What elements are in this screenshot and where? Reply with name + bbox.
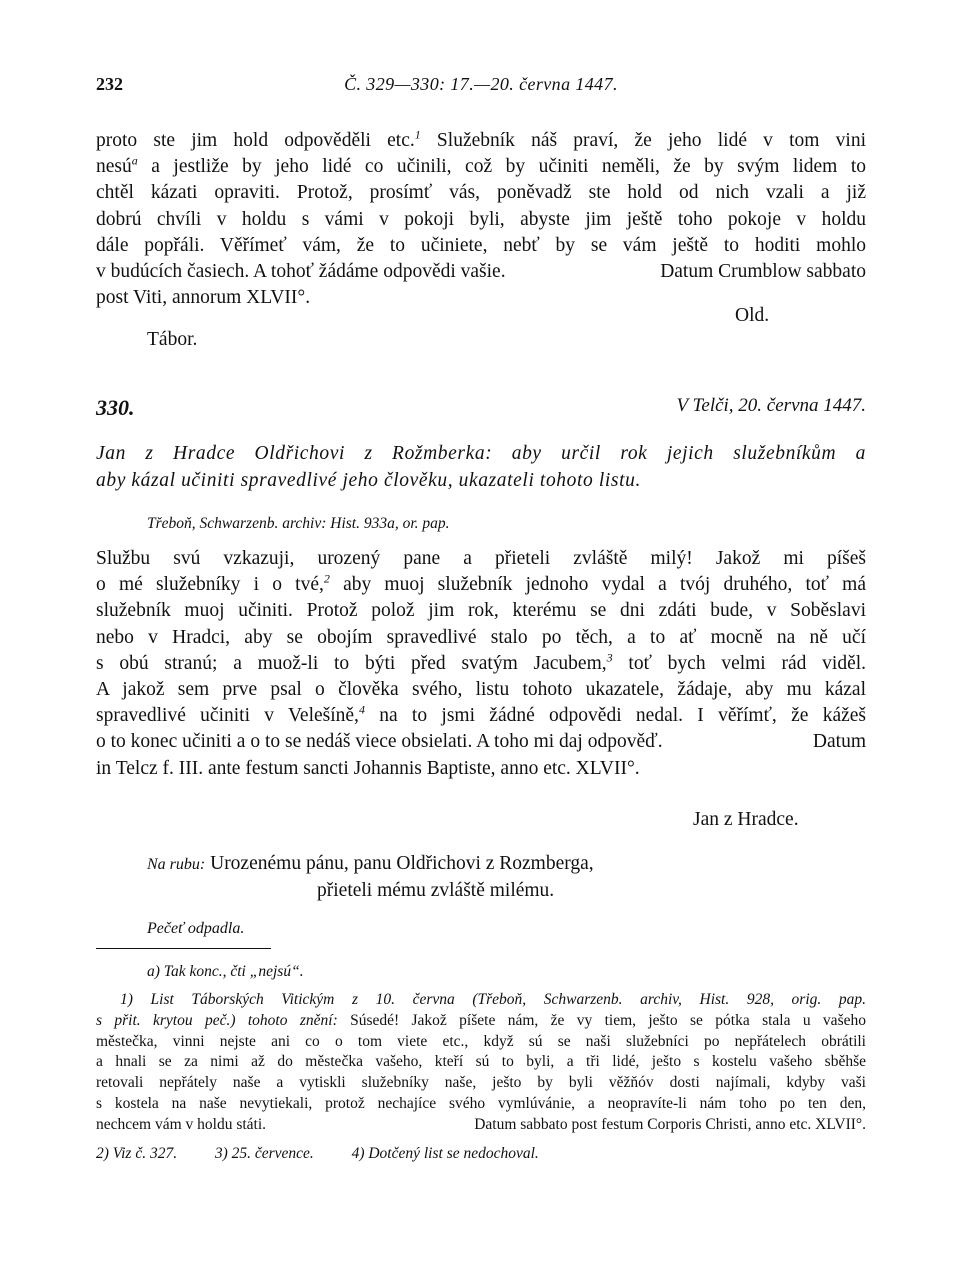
text-line: dobrú chvíli v holdu s vámi v pokoji byli, abyste jim ještě toho pokoje v holdu [96,208,866,230]
archival-source: Třeboň, Schwarzenb. archiv: Hist. 933a, or. pap. [147,515,450,532]
footnotes-2-4 [96,1144,866,1165]
footnote-line: retovali nepřátely naše a vytiskli služebníky naše, ješto by byli věžňóv dosti najímali, kdyby vaši [96,1074,866,1092]
regest-line: aby kázal učiniti spravedlivé jeho člověku, ukazateli tohoto listu. [96,470,641,491]
text-line: A jakož sem prve psal o člověka svého, listu tohoto ukazatele, žádaje, aby mu kázal [96,678,866,700]
text-line: o mé služebníky i o tvé,$^2$ aby muoj služebník jednoho vydal a tvój druhého, toť má [96,572,866,596]
footnote-ref: 2 [323,572,330,586]
footnote-4: 4) Dotčený list se nedochoval. [351,1145,539,1162]
text-line: in Telcz f. III. ante festum sancti Johannis Baptiste, anno etc. XLVII°. [96,757,640,779]
footnote-ref: 4 [358,703,365,717]
footnote-1 [96,990,866,1136]
text-line: proto ste jim hold odpověděli etc.$^1$ Služebník náš praví, že jeho lidé v tom vini [96,128,866,151]
footnote-line: 1) List Táborských Vitickým z 10. června (Třeboň, Schwarzenb. archiv, Hist. 928, orig. pap. [120,991,866,1008]
document-number: 330. [96,395,135,420]
seal-note: Pečeť odpadla. [147,920,245,937]
address-label: Na rubu: [147,856,206,873]
footnote-line: s přit. krytou peč.) tohoto znění: Súsedé! Jakož píšete nám, že vy tiem, ješto se pótka stala u vašeho [96,1011,866,1029]
footnote-line: městečka, vinni nejste ani co o tom viete etc., když sú se naši služebníci po nepřátelech obrátili [96,1032,866,1050]
footnote-2: 2) Viz č. 327. [96,1145,178,1162]
footnote-ref: 3 [606,650,613,665]
text-line: nebo v Hradci, aby se obojím spravedlivé stalo po těch, a to ať mocně na ně učí [96,626,866,648]
footnote-rule [96,948,271,949]
text-line: chtěl kázati opraviti. Protož, prosímť vás, poněvadž ste hold od nich vzali a již [96,182,866,204]
text-line: dále popřáli. Věřímeť vám, že to učiniete, nebť by se vám ještě to hoditi mohlo [96,234,866,256]
text-line: Službu svú vzkazuji, urozený pane a přieteli zvláště milý! Jakož mi píšeš [96,548,866,569]
text-line: služebník muoj učiniti. Protož polož jim rok, kterému se dni zdáti bude, v Soběslavi [96,600,866,622]
footnote-line: a hnali se za nimi až do městečka vašeho, kteří sú to byli, a tři lidé, ješto s kostelu vašeho sběhše [96,1053,866,1071]
page-number: 232 [96,74,123,94]
document-place-date: V Telči, 20. června 1447. [676,395,866,416]
text-line: v budúcích časiech. A tohoť žádáme odpovědi vašie. Datum Crumblow sabbato [96,259,866,285]
doc329-ending-text [96,128,866,311]
regest [96,440,866,494]
text-line: post Viti, annorum XLVII°. [96,287,311,309]
doc330-text [96,546,866,782]
address-line: přieteli mému zvláště milému. [317,880,555,901]
footnote-a: a) Tak konc., čti „nejsú“. [147,963,304,980]
datum-clause: Datum Crumblow sabbato [660,260,866,282]
footnote-line: nechcem vám v holdu státi. Datum sabbato post festum Corporis Christi, anno etc. XLVII°. [96,1115,866,1133]
text-line: spravedlivé učiniti v Velešíně,$^4$ na to jsmi žádné odpovědi nedal. I věřímť, že kážeš [96,703,866,727]
text-line: nesú$^a$ a jestliže by jeho lidé co učinili, což by učiniti neměli, že by svým lidem to [96,154,866,178]
footnote-3: 3) 25. července. [214,1145,314,1162]
page-header [96,74,866,98]
regest-line: Jan z Hradce Oldřichovi z Rožmberka: aby určil rok jejich služebníkům a [96,443,866,464]
text-line: o to konec učiniti a o to se nedáš viece obsielati. A toho mi daj odpověď. Datum [96,729,866,755]
footnote-ref: 1 [414,128,421,142]
datum-clause: Datum [812,731,866,753]
document-heading [96,395,866,421]
dorsal-address [147,851,847,904]
footnote-line: s kostela na naše nevytiekali, protož nechajíce svého vymlúvánie, a neopravíte-li nám toho po ten den, [96,1094,866,1112]
signature-old: Old. [735,305,770,326]
sender-place: Tábor. [147,329,198,350]
text-line: s obú stranú; a muož-li to býti před svatým Jacubem,$^3$ toť bych velmi rád viděl. [96,650,866,674]
signature-jan-z-hradce: Jan z Hradce. [693,809,799,830]
running-head: Č. 329—330: 17.—20. června 1447. [344,74,618,94]
footnote-ref: a [131,154,138,168]
address-line: Urozenému pánu, panu Oldřichovi z Rozmberga, [210,853,594,874]
